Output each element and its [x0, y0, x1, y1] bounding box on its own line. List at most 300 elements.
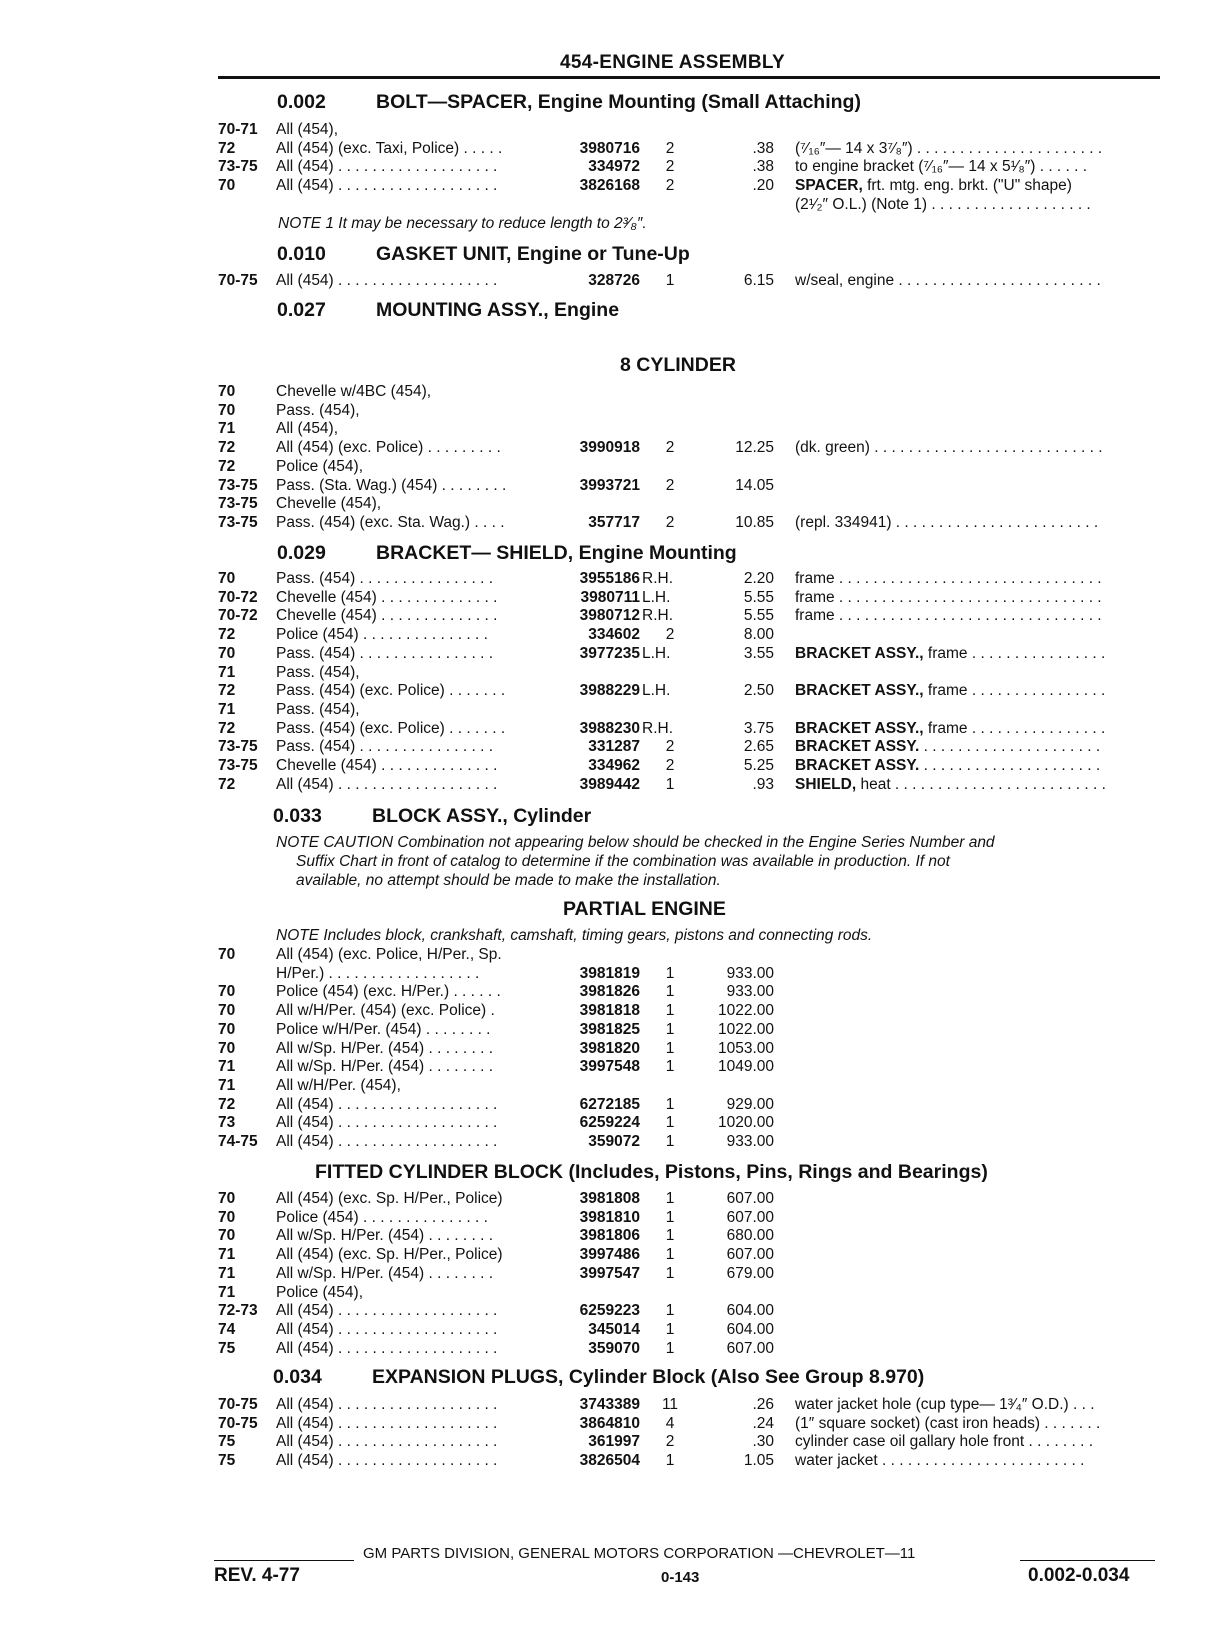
part-number: 357717 [588, 513, 640, 531]
price: 933.00 [726, 1133, 774, 1150]
price: 2.65 [743, 738, 774, 756]
description [795, 720, 1165, 738]
caution-note-line-2: Suffix Chart in front of catalog to determine if the combination was available in production. If not [296, 853, 950, 870]
description-text: (1″ square socket) (cast iron heads) . . . . . . . [795, 1414, 1101, 1432]
model-year: 70-75 [218, 272, 258, 289]
price: 5.55 [743, 607, 774, 625]
model-year: 70 [218, 1190, 236, 1207]
quantity: 1 [665, 1133, 675, 1150]
quantity: 1 [665, 983, 675, 1001]
model-year: 70 [218, 983, 236, 1001]
application: All (454) . . . . . . . . . . . . . . . . . . . [276, 1339, 498, 1357]
quantity: 2 [665, 158, 675, 176]
description-text: frt. mtg. eng. brkt. ("U" shape) [862, 177, 1072, 195]
price: .93 [752, 775, 774, 793]
application: All (454), [276, 121, 339, 138]
part-number: 334602 [588, 626, 640, 644]
application: Pass. (454) . . . . . . . . . . . . . . . . [276, 570, 494, 587]
description-text: water jacket . . . . . . . . . . . . . . . . . . . . . . . . [795, 1452, 1085, 1470]
part-number: 3988229 [579, 682, 640, 700]
description-text: water jacket hole (cup type— 1³⁄₄″ O.D.) . . . [795, 1396, 1095, 1413]
description [795, 158, 1165, 176]
application: All w/Sp. H/Per. (454) . . . . . . . . [276, 1039, 494, 1057]
application: All (454) . . . . . . . . . . . . . . . . . . . [276, 1302, 498, 1320]
quantity: 2 [665, 439, 675, 457]
footer-revision: REV. 4-77 [214, 1565, 300, 1586]
table-row [0, 1452, 1223, 1471]
application: Chevelle (454), [276, 495, 382, 513]
section-number: 0.034 [273, 1366, 322, 1388]
part-number: 3981808 [579, 1190, 640, 1207]
application: All w/Sp. H/Per. (454) . . . . . . . . [276, 1264, 494, 1282]
price: 2.20 [743, 570, 774, 587]
model-year: 71 [218, 1058, 236, 1076]
part-number: 6259223 [579, 1302, 640, 1320]
quantity: 1 [665, 1114, 675, 1132]
quantity: 2 [665, 513, 675, 531]
price: 1020.00 [717, 1114, 774, 1132]
model-year: 75 [218, 1452, 236, 1470]
application: All w/Sp. H/Per. (454) . . . . . . . . [276, 1227, 494, 1245]
part-number: 3981819 [579, 964, 640, 982]
description [795, 1396, 1165, 1414]
price: 3.75 [743, 719, 774, 737]
application: All (454) . . . . . . . . . . . . . . . . . . . [276, 1114, 498, 1132]
side-indicator: R.H. [642, 570, 673, 587]
model-year: 70 [218, 401, 236, 419]
footer-rule-right [1020, 1560, 1155, 1561]
model-year: 71 [218, 663, 236, 681]
model-year: 73 [218, 1114, 236, 1132]
part-number: 361997 [588, 1433, 640, 1451]
application: H/Per.) . . . . . . . . . . . . . . . . . . [276, 964, 480, 982]
application: All w/H/Per. (454), [276, 1076, 401, 1094]
table-row [0, 1096, 1223, 1115]
description [795, 757, 1165, 775]
page-title: 454-ENGINE ASSEMBLY [560, 52, 785, 73]
table-row [0, 1040, 1223, 1059]
table-row [0, 1058, 1223, 1077]
table-row [0, 757, 1223, 776]
table-row [0, 1340, 1223, 1359]
price: 10.85 [735, 513, 774, 531]
table-row [0, 420, 1223, 439]
table-row [0, 589, 1223, 608]
price: 933.00 [726, 964, 774, 982]
quantity: 2 [665, 757, 675, 774]
table-row [0, 776, 1223, 795]
description [795, 682, 1165, 700]
price: 929.00 [726, 1095, 774, 1113]
part-number: 3864810 [579, 1414, 640, 1432]
part-number: 3981825 [579, 1020, 640, 1038]
application: All (454) . . . . . . . . . . . . . . . . . . . [276, 1320, 498, 1338]
model-year: 70 [218, 570, 236, 587]
quantity: 1 [665, 1002, 675, 1020]
model-year: 72 [218, 457, 236, 475]
table-row [0, 158, 1223, 177]
quantity: 2 [665, 738, 675, 756]
part-number: 328726 [588, 272, 640, 289]
description-keyword: BRACKET ASSY. [795, 738, 920, 756]
description-text: frame . . . . . . . . . . . . . . . . [923, 644, 1106, 662]
model-year: 70-71 [218, 121, 258, 138]
application: All (454) . . . . . . . . . . . . . . . . . . . [276, 1452, 498, 1470]
description [795, 589, 1165, 607]
application: Pass. (454), [276, 401, 360, 419]
application: Chevelle (454) . . . . . . . . . . . . . . [276, 607, 498, 625]
description-text: . . . . . . . . . . . . . . . . . . . . . [919, 738, 1101, 756]
price: 3.55 [743, 644, 774, 662]
model-year: 70 [218, 383, 236, 400]
part-number: 345014 [588, 1320, 640, 1338]
price: 5.55 [743, 588, 774, 606]
description-keyword: BRACKET ASSY., [795, 719, 924, 737]
quantity: 1 [665, 1320, 675, 1338]
price: 8.00 [743, 626, 774, 644]
price: 1.05 [743, 1452, 774, 1470]
part-number: 3981818 [579, 1002, 640, 1020]
quantity: 1 [665, 1302, 675, 1320]
price: 679.00 [726, 1264, 774, 1282]
model-year: 72 [218, 682, 236, 700]
application: Police (454), [276, 457, 364, 475]
description-keyword: SHIELD, [795, 775, 857, 793]
price: .30 [752, 1433, 774, 1451]
price: .24 [752, 1414, 774, 1432]
price: 6.15 [743, 272, 774, 289]
model-year: 71 [218, 1283, 236, 1301]
section-number: 0.010 [277, 243, 326, 265]
application: Police (454) . . . . . . . . . . . . . . . [276, 1208, 488, 1226]
description [795, 177, 1165, 195]
part-number: 3826504 [579, 1452, 640, 1470]
model-year: 70 [218, 1039, 236, 1057]
price: .38 [752, 139, 774, 157]
application: Pass. (454), [276, 700, 360, 718]
part-number: 3988230 [579, 719, 640, 737]
model-year: 73-75 [218, 513, 258, 531]
model-year: 70-75 [218, 1396, 258, 1413]
application: All (454) . . . . . . . . . . . . . . . . . . . [276, 1095, 498, 1113]
model-year: 71 [218, 1264, 236, 1282]
table-row [0, 701, 1223, 720]
application: All (454) . . . . . . . . . . . . . . . . . . . [276, 158, 498, 176]
quantity: 1 [665, 1339, 675, 1357]
description [795, 196, 1165, 214]
model-year: 73-75 [218, 476, 258, 494]
section-number: 0.033 [273, 805, 322, 827]
price: 1022.00 [717, 1020, 774, 1038]
side-indicator: R.H. [642, 607, 673, 625]
part-number: 6272185 [579, 1095, 640, 1113]
table-row [0, 121, 1223, 140]
caution-note-line-3: available, no attempt should be made to make the installation. [296, 872, 721, 889]
section-title: BOLT—SPACER, Engine Mounting (Small Attaching) [376, 91, 861, 113]
description [795, 570, 1165, 588]
part-number: 334972 [588, 158, 640, 176]
application: Pass. (Sta. Wag.) (454) . . . . . . . . [276, 476, 507, 494]
price: 933.00 [726, 983, 774, 1001]
application: All (454) (exc. Sp. H/Per., Police) [276, 1246, 503, 1264]
application: All (454) . . . . . . . . . . . . . . . . . . . [276, 1414, 498, 1432]
quantity: 2 [665, 1433, 675, 1451]
description [795, 439, 1165, 457]
quantity: 1 [665, 1246, 675, 1264]
part-number: 3990918 [579, 439, 640, 457]
model-year: 72-73 [218, 1302, 258, 1320]
table-row [0, 1321, 1223, 1340]
section-title: BLOCK ASSY., Cylinder [372, 805, 592, 827]
price: 604.00 [726, 1302, 774, 1320]
description-keyword: BRACKET ASSY., [795, 682, 924, 700]
table-row [0, 196, 1223, 215]
section-number: 0.029 [277, 542, 326, 564]
part-number: 3989442 [579, 775, 640, 793]
description-text: frame . . . . . . . . . . . . . . . . [923, 682, 1106, 700]
table-row [0, 495, 1223, 514]
price: .26 [752, 1396, 774, 1413]
application: All (454) (exc. Taxi, Police) . . . . . [276, 139, 503, 157]
table-row [0, 272, 1223, 291]
description [795, 514, 1165, 532]
part-number: 3955186 [579, 570, 640, 587]
table-row [0, 1190, 1223, 1209]
table-row [0, 177, 1223, 196]
description-text: heat . . . . . . . . . . . . . . . . . . . . . . . . . [856, 775, 1106, 793]
section-title: BRACKET— SHIELD, Engine Mounting [376, 542, 737, 564]
application: All (454) (exc. Police) . . . . . . . . . [276, 439, 501, 457]
application: Police w/H/Per. (454) . . . . . . . . [276, 1020, 491, 1038]
model-year: 71 [218, 420, 236, 438]
part-number: 6259224 [579, 1114, 640, 1132]
footer-division: GM PARTS DIVISION, GENERAL MOTORS CORPORATION —CHEVROLET—11 [363, 1545, 916, 1562]
table-row [0, 1415, 1223, 1434]
application: All w/H/Per. (454) (exc. Police) . [276, 1002, 495, 1020]
model-year: 71 [218, 700, 236, 718]
application: Pass. (454) (exc. Police) . . . . . . . [276, 682, 506, 700]
description [795, 272, 1165, 290]
part-number: 3997486 [579, 1246, 640, 1264]
price: .20 [752, 177, 774, 195]
description-keyword: BRACKET ASSY. [795, 757, 920, 774]
quantity: 1 [665, 1264, 675, 1282]
model-year: 70 [218, 1208, 236, 1226]
quantity: 1 [665, 272, 675, 289]
model-year: 75 [218, 1339, 236, 1357]
description-text: (repl. 334941) . . . . . . . . . . . . . . . . . . . . . . . . [795, 513, 1099, 531]
application: Pass. (454) (exc. Sta. Wag.) . . . . [276, 513, 505, 531]
model-year: 70 [218, 946, 236, 963]
model-year: 73-75 [218, 158, 258, 176]
model-year: 73-75 [218, 495, 258, 513]
application: Pass. (454), [276, 663, 360, 681]
part-number: 3980716 [579, 139, 640, 157]
table-row [0, 1077, 1223, 1096]
table-row [0, 1209, 1223, 1228]
part-number: 3981826 [579, 983, 640, 1001]
section-number: 0.027 [277, 299, 326, 321]
part-number: 331287 [588, 738, 640, 756]
description-text: cylinder case oil gallary hole front . . . . . . . . [795, 1433, 1094, 1451]
part-number: 3981820 [579, 1039, 640, 1057]
footer-rule-left [214, 1560, 354, 1561]
price: .38 [752, 158, 774, 176]
price: 1049.00 [717, 1058, 774, 1076]
description [795, 607, 1165, 625]
table-row [0, 439, 1223, 458]
description-text: (dk. green) . . . . . . . . . . . . . . . . . . . . . . . . . . . [795, 439, 1103, 457]
quantity: 1 [665, 1039, 675, 1057]
price: 607.00 [726, 1246, 774, 1264]
model-year: 71 [218, 1246, 236, 1264]
part-number: 3997548 [579, 1058, 640, 1076]
model-year: 72 [218, 139, 236, 157]
caution-note-line-1: NOTE CAUTION Combination not appearing below should be checked in the Engine Series Number and [276, 834, 995, 851]
table-row [0, 1227, 1223, 1246]
model-year: 72 [218, 719, 236, 737]
part-number: 359070 [588, 1339, 640, 1357]
section-title: EXPANSION PLUGS, Cylinder Block (Also See Group 8.970) [372, 1366, 925, 1388]
description-text: w/seal, engine . . . . . . . . . . . . . . . . . . . . . . . . [795, 272, 1101, 289]
subheading-partial-engine: PARTIAL ENGINE [563, 898, 726, 920]
application: Chevelle (454) . . . . . . . . . . . . . . [276, 588, 498, 606]
model-year: 73-75 [218, 738, 258, 756]
description [795, 1415, 1165, 1433]
application: All (454) . . . . . . . . . . . . . . . . . . . [276, 775, 498, 793]
model-year: 75 [218, 1433, 236, 1451]
table-row [0, 1114, 1223, 1133]
application: Chevelle w/4BC (454), [276, 383, 432, 400]
description [795, 645, 1165, 663]
description-text: (⁷⁄₁₆″— 14 x 3⁷⁄₈″) . . . . . . . . . . . . . . . . . . . . . . [795, 139, 1103, 157]
table-row [0, 645, 1223, 664]
table-row [0, 720, 1223, 739]
description-text: frame . . . . . . . . . . . . . . . . . . . . . . . . . . . . . . . [795, 570, 1102, 587]
subheading-fitted-cylinder-block: FITTED CYLINDER BLOCK (Includes, Pistons, Pins, Rings and Bearings) [315, 1161, 988, 1183]
part-number: 3981810 [579, 1208, 640, 1226]
quantity: 1 [665, 1227, 675, 1245]
quantity: 2 [665, 177, 675, 195]
table-row [0, 1265, 1223, 1284]
table-row [0, 1302, 1223, 1321]
description-keyword: SPACER, [795, 177, 863, 195]
note-1: NOTE 1 It may be necessary to reduce length to 2³⁄₈″. [278, 215, 647, 232]
application: Police (454), [276, 1283, 364, 1301]
application: All (454) (exc. Police, H/Per., Sp. [276, 946, 502, 963]
quantity: 1 [665, 1190, 675, 1207]
model-year: 74 [218, 1320, 236, 1338]
application: All (454) . . . . . . . . . . . . . . . . . . . [276, 1133, 498, 1150]
part-number: 3997547 [579, 1264, 640, 1282]
table-row [0, 140, 1223, 159]
description [795, 776, 1165, 794]
table-row [0, 983, 1223, 1002]
model-year: 70 [218, 644, 236, 662]
description [795, 140, 1165, 158]
model-year: 72 [218, 626, 236, 644]
description [795, 1452, 1165, 1470]
model-year: 72 [218, 775, 236, 793]
table-row [0, 738, 1223, 757]
part-number: 359072 [588, 1133, 640, 1150]
price: 12.25 [735, 439, 774, 457]
part-number: 3977235 [579, 644, 640, 662]
price: 680.00 [726, 1227, 774, 1245]
price: 604.00 [726, 1320, 774, 1338]
application: Police (454) (exc. H/Per.) . . . . . . [276, 983, 501, 1001]
description [795, 738, 1165, 756]
part-number: 3993721 [579, 476, 640, 494]
table-row [0, 607, 1223, 626]
model-year: 70-75 [218, 1414, 258, 1432]
application: All (454) . . . . . . . . . . . . . . . . . . . [276, 177, 498, 195]
quantity: 1 [665, 964, 675, 982]
table-row [0, 682, 1223, 701]
part-number: 3826168 [579, 177, 640, 195]
description-text: frame . . . . . . . . . . . . . . . . . . . . . . . . . . . . . . . [795, 607, 1102, 625]
description-text: frame . . . . . . . . . . . . . . . . . . . . . . . . . . . . . . . [795, 588, 1102, 606]
application: Police (454) . . . . . . . . . . . . . . . [276, 626, 488, 644]
application: Pass. (454) (exc. Police) . . . . . . . [276, 719, 506, 737]
table-row [0, 1133, 1223, 1152]
quantity: 4 [665, 1414, 675, 1432]
side-indicator: R.H. [642, 719, 673, 737]
section-number: 0.002 [277, 91, 326, 113]
table-row [0, 1284, 1223, 1303]
model-year: 72 [218, 1095, 236, 1113]
description-text: frame . . . . . . . . . . . . . . . . [923, 719, 1106, 737]
price: 607.00 [726, 1190, 774, 1207]
model-year: 70-72 [218, 607, 258, 625]
model-year: 70 [218, 177, 236, 195]
model-year: 70 [218, 1002, 236, 1020]
table-row [0, 477, 1223, 496]
part-number: 334962 [588, 757, 640, 774]
description [795, 1433, 1165, 1451]
application: All (454) . . . . . . . . . . . . . . . . . . . [276, 272, 498, 289]
application: All (454), [276, 420, 339, 438]
side-indicator: L.H. [642, 588, 671, 606]
table-row [0, 383, 1223, 402]
application: Pass. (454) . . . . . . . . . . . . . . . . [276, 738, 494, 756]
header-rule [218, 76, 1160, 79]
part-number: 3743389 [579, 1396, 640, 1413]
application: All (454) . . . . . . . . . . . . . . . . . . . [276, 1396, 498, 1413]
description-text: (2¹⁄₂″ O.L.) (Note 1) . . . . . . . . . . . . . . . . . . . [795, 195, 1091, 213]
section-title: MOUNTING ASSY., Engine [376, 299, 620, 321]
table-row [0, 402, 1223, 421]
description-keyword: BRACKET ASSY., [795, 644, 924, 662]
note-includes: NOTE Includes block, crankshaft, camshaft, timing gears, pistons and connecting rods. [276, 927, 873, 944]
model-year: 70-72 [218, 588, 258, 606]
price: 607.00 [726, 1339, 774, 1357]
table-row [0, 946, 1223, 965]
quantity: 1 [665, 1208, 675, 1226]
table-row [0, 1396, 1223, 1415]
table-row [0, 1246, 1223, 1265]
price: 14.05 [735, 476, 774, 494]
table-row [0, 626, 1223, 645]
price: 607.00 [726, 1208, 774, 1226]
application: All (454) (exc. Sp. H/Per., Police) [276, 1190, 503, 1207]
model-year: 70 [218, 1020, 236, 1038]
application: All (454) . . . . . . . . . . . . . . . . . . . [276, 1433, 498, 1451]
table-row [0, 514, 1223, 533]
table-row [0, 458, 1223, 477]
quantity: 11 [661, 1396, 679, 1413]
table-row [0, 570, 1223, 589]
